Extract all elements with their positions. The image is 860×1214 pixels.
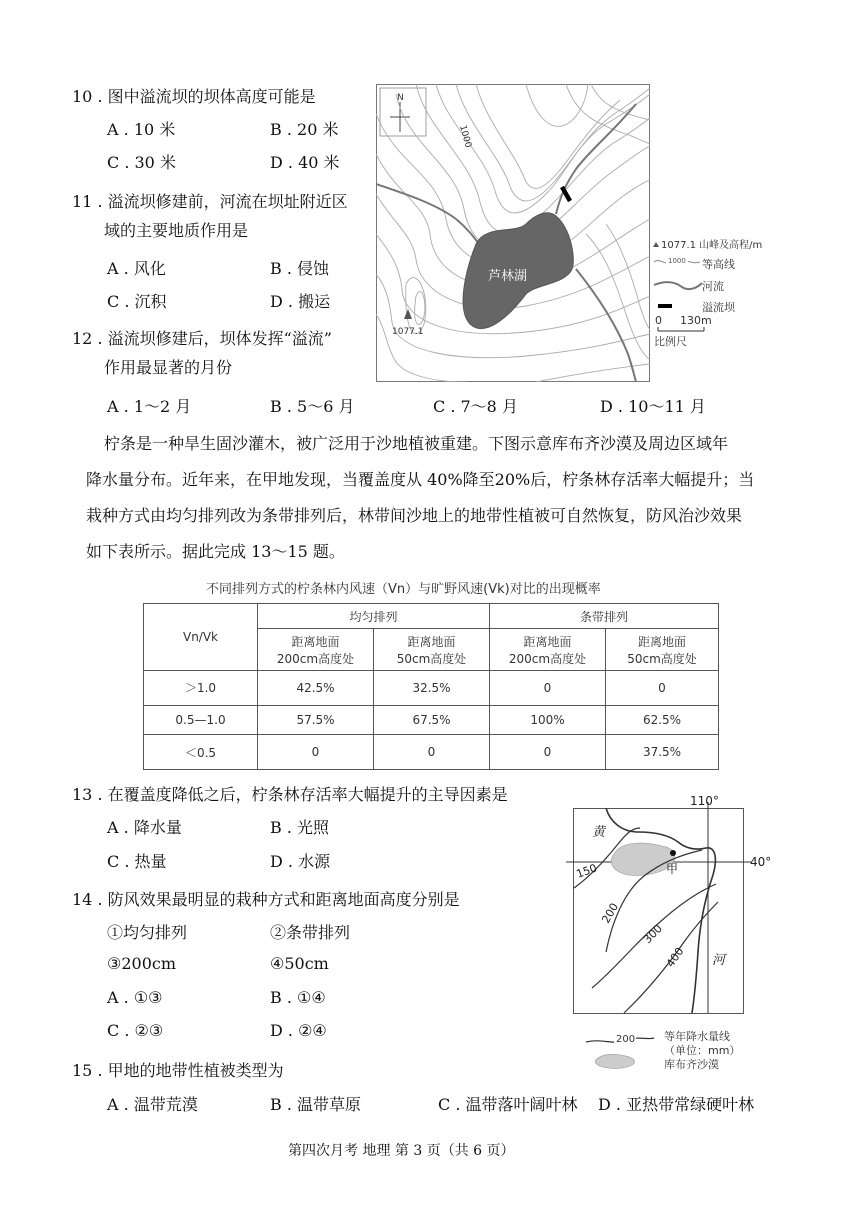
q14-option-b[interactable]: B . ①④ bbox=[270, 988, 326, 1007]
legend-isohyet-sample: 200 bbox=[616, 1034, 636, 1045]
q14-option-d[interactable]: D . ②④ bbox=[270, 1021, 327, 1040]
q14-statement-3: ③200cm bbox=[107, 954, 177, 973]
legend-scale-130: 130m bbox=[680, 314, 712, 327]
legend-isohyet-label: 等年降水量线 bbox=[664, 1030, 730, 1043]
table-cell: 57.5% bbox=[258, 705, 374, 734]
q12-option-d[interactable]: D . 10～11 月 bbox=[600, 397, 706, 416]
q15-stem: 15 . 甲地的地带性植被类型为 bbox=[72, 1061, 284, 1080]
q14-option-c[interactable]: C . ②③ bbox=[107, 1021, 164, 1040]
passage-line-1: 柠条是一种旱生固沙灌木，被广泛用于沙地植被重建。下图示意库布齐沙漠及周边区域年 bbox=[104, 434, 729, 453]
table-cell: 42.5% bbox=[258, 671, 374, 706]
q15-option-d[interactable]: D . 亚热带常绿硬叶林 bbox=[598, 1095, 755, 1114]
table-cell: 0 bbox=[490, 671, 606, 706]
table-cell: 37.5% bbox=[606, 735, 719, 770]
q11-option-b[interactable]: B . 侵蚀 bbox=[270, 259, 330, 278]
passage-line-4: 如下表所示。据此完成 13～15 题。 bbox=[86, 542, 345, 561]
q13-option-a[interactable]: A . 降水量 bbox=[107, 818, 182, 837]
legend-river-label: 河流 bbox=[702, 280, 724, 293]
passage-line-3: 栽种方式由均匀排列改为条带排列后，林带间沙地上的地带性植被可自然恢复，防风治沙效果 bbox=[86, 506, 743, 525]
passage-line-2: 降水量分布。近年来，在甲地发现，当覆盖度从 40%降至20%后，柠条林存活率大幅提升；当 bbox=[86, 470, 755, 489]
q15-option-c[interactable]: C . 温带落叶阔叶林 bbox=[438, 1095, 578, 1114]
legend-contour-sample: 1000 bbox=[668, 257, 686, 265]
table-caption: 不同排列方式的柠条林内风速（Vn）与旷野风速(Vk)对比的出现概率 bbox=[206, 582, 601, 597]
q11-option-c[interactable]: C . 沉积 bbox=[107, 292, 167, 311]
q11-option-d[interactable]: D . 搬运 bbox=[270, 292, 331, 311]
table-subhead: 距离地面 200cm高度处 bbox=[258, 629, 374, 671]
table-subhead: 距离地面 200cm高度处 bbox=[490, 629, 606, 671]
map2-legend bbox=[584, 1030, 774, 1074]
precipitation-map-kubuqi bbox=[566, 792, 776, 1032]
q15-option-a[interactable]: A . 温带荒漠 bbox=[107, 1095, 198, 1114]
table-subhead: 距离地面 50cm高度处 bbox=[606, 629, 719, 671]
q11-stem-line2: 域的主要地质作用是 bbox=[104, 221, 249, 240]
q14-statement-4: ④50cm bbox=[270, 954, 329, 973]
reading-passage bbox=[86, 426, 790, 570]
table-cell: 32.5% bbox=[374, 671, 490, 706]
wind-speed-table bbox=[143, 603, 719, 770]
map1-legend bbox=[652, 227, 782, 347]
legend-contour-label: 等高线 bbox=[702, 258, 735, 271]
q10-option-a[interactable]: A . 10 米 bbox=[107, 120, 176, 139]
legend-desert-label: 库布齐沙漠 bbox=[664, 1058, 719, 1071]
q15-option-b[interactable]: B . 温带草原 bbox=[270, 1095, 362, 1114]
q14-statement-2: ②条带排列 bbox=[270, 923, 351, 942]
q13-option-b[interactable]: B . 光照 bbox=[270, 818, 330, 837]
q10-option-b[interactable]: B . 20 米 bbox=[270, 120, 339, 139]
legend-peak-label: 1077.1 山峰及高程/m bbox=[661, 240, 763, 251]
q13-option-c[interactable]: C . 热量 bbox=[107, 852, 167, 871]
table-cell: 0 bbox=[374, 735, 490, 770]
q10-option-d[interactable]: D . 40 米 bbox=[270, 153, 340, 172]
page-footer: 第四次月考 地理 第 3 页（共 6 页） bbox=[288, 1143, 515, 1159]
legend-dam-label: 溢流坝 bbox=[702, 301, 735, 314]
isohyet-label-200: 200 bbox=[599, 900, 622, 926]
q11-option-a[interactable]: A . 风化 bbox=[107, 259, 166, 278]
legend-isohyet-unit: （单位：mm） bbox=[664, 1044, 741, 1057]
legend-scale-label: 比例尺 bbox=[654, 335, 687, 348]
longitude-label: 110° bbox=[690, 794, 719, 808]
jia-location-dot bbox=[670, 850, 676, 856]
table-subhead: 距离地面 50cm高度处 bbox=[374, 629, 490, 671]
q14-option-a[interactable]: A . ①③ bbox=[107, 988, 163, 1007]
north-label: N bbox=[397, 93, 404, 103]
q13-stem: 13 . 在覆盖度降低之后，柠条林存活率大幅提升的主导因素是 bbox=[72, 785, 508, 804]
legend-desert-icon bbox=[595, 1054, 634, 1068]
legend-peak-icon bbox=[653, 242, 659, 247]
table-cell: 100% bbox=[490, 705, 606, 734]
table-cell: 62.5% bbox=[606, 705, 719, 734]
q12-stem-line1: 12 . 溢流坝修建后，坝体发挥“溢流” bbox=[72, 329, 332, 348]
contour-map-lulin-lake bbox=[376, 84, 650, 382]
q14-statement-1: ①均匀排列 bbox=[107, 923, 188, 942]
contour-label: 1000 bbox=[457, 124, 473, 149]
table-row-label: ＞1.0 bbox=[144, 671, 258, 706]
isohyet-label-150: 150 bbox=[574, 861, 599, 881]
peak-elevation-label: 1077.1 bbox=[392, 327, 424, 337]
table-cell: 67.5% bbox=[374, 705, 490, 734]
q12-option-a[interactable]: A . 1～2 月 bbox=[107, 397, 192, 416]
isohyet-label-300: 300 bbox=[640, 922, 665, 947]
jia-label: 甲 bbox=[666, 862, 679, 876]
table-group-strip: 条带排列 bbox=[490, 604, 719, 629]
table-cell: 0 bbox=[490, 735, 606, 770]
legend-river-icon bbox=[654, 282, 702, 289]
q10-option-c[interactable]: C . 30 米 bbox=[107, 153, 176, 172]
q12-stem-line2: 作用最显著的月份 bbox=[104, 358, 233, 377]
he-label: 河 bbox=[712, 953, 726, 968]
q11-stem-line1: 11 . 溢流坝修建前，河流在坝址附近区 bbox=[72, 192, 348, 211]
latitude-label: 40° bbox=[750, 855, 772, 869]
table-row-label: ＜0.5 bbox=[144, 735, 258, 770]
huang-label: 黄 bbox=[592, 825, 606, 840]
isohyet-label-400: 400 bbox=[663, 945, 687, 970]
table-group-uniform: 均匀排列 bbox=[258, 604, 490, 629]
q10-stem: 10 . 图中溢流坝的坝体高度可能是 bbox=[72, 87, 316, 106]
lake-label: 芦林湖 bbox=[488, 269, 528, 284]
table-row-label: 0.5—1.0 bbox=[144, 705, 258, 734]
q14-stem: 14 . 防风效果最明显的栽种方式和距离地面高度分别是 bbox=[72, 890, 460, 909]
legend-scale-zero: 0 bbox=[655, 314, 662, 327]
q12-option-b[interactable]: B . 5～6 月 bbox=[270, 397, 355, 416]
table-cell: 0 bbox=[606, 671, 719, 706]
table-corner-header: Vn/Vk bbox=[144, 604, 258, 671]
legend-dam-icon bbox=[658, 304, 672, 308]
q13-option-d[interactable]: D . 水源 bbox=[270, 852, 331, 871]
table-cell: 0 bbox=[258, 735, 374, 770]
q12-option-c[interactable]: C . 7～8 月 bbox=[433, 397, 518, 416]
